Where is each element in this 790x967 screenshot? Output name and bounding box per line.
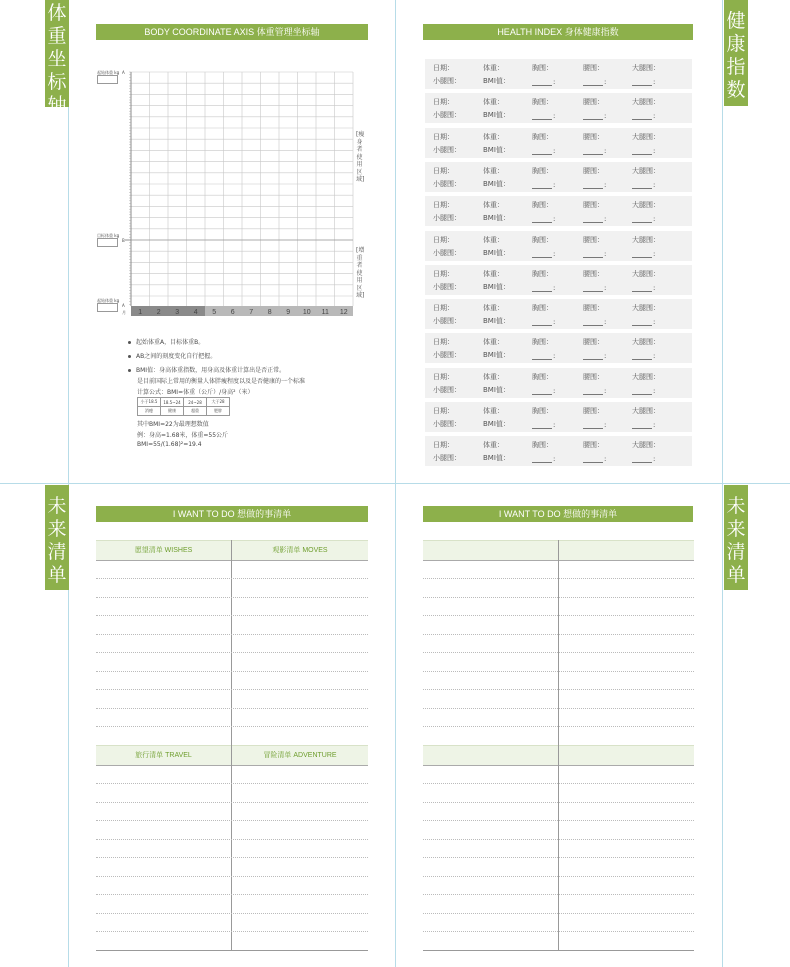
list-header-travel-adventure bbox=[96, 745, 368, 766]
bullet-dot bbox=[128, 369, 131, 372]
colon-mark: : bbox=[553, 249, 556, 258]
month-label: 3 bbox=[175, 309, 180, 316]
colon-mark: : bbox=[553, 180, 556, 189]
list-header-wishes-movies bbox=[96, 540, 368, 561]
page-title-health-index: HEALTH INDEX 身体健康指数 bbox=[423, 24, 693, 40]
month-label: 2 bbox=[156, 309, 161, 316]
health-field-label: 体重： bbox=[483, 407, 504, 415]
health-field-label: 胸围： bbox=[532, 407, 553, 415]
health-field-label: 腰围： bbox=[583, 372, 604, 381]
health-input-line[interactable] bbox=[532, 85, 552, 86]
colon-mark: : bbox=[553, 112, 556, 121]
colon-mark: : bbox=[553, 146, 556, 155]
bmi-result: BMI=55/(1.68)²=19.4 bbox=[137, 441, 202, 448]
list-entry-line[interactable] bbox=[96, 634, 368, 635]
colon-mark: : bbox=[604, 352, 607, 361]
colon-mark: : bbox=[604, 386, 607, 395]
bmi-ideal: 其中BMI=22为最理想数值 bbox=[137, 421, 209, 428]
health-field-label: 大腿围： bbox=[632, 98, 660, 107]
bmi-category: 肥胖 bbox=[207, 407, 230, 416]
colon-mark: : bbox=[653, 180, 656, 189]
health-record-row[interactable] bbox=[425, 265, 692, 295]
colon-mark: : bbox=[553, 318, 556, 327]
health-field-label: 小腿围： bbox=[433, 179, 461, 188]
health-field-label: 日期： bbox=[433, 132, 454, 141]
month-label: 4 bbox=[193, 309, 198, 316]
health-field-label: 胸围： bbox=[532, 98, 553, 107]
bmi-range: 大于28 bbox=[207, 398, 230, 407]
page-title-todo-left: I WANT TO DO 想做的事清单 bbox=[96, 506, 368, 522]
list-title-wishes: 愿望清单 WISHES bbox=[134, 547, 193, 554]
list-entry-line[interactable] bbox=[96, 802, 368, 803]
list-entry-line[interactable] bbox=[423, 708, 694, 709]
health-record-row[interactable] bbox=[425, 402, 692, 432]
list-entry-line[interactable] bbox=[423, 931, 694, 932]
health-field-label: 腰围： bbox=[583, 441, 604, 450]
list-entry-line[interactable] bbox=[423, 802, 694, 803]
health-input-line[interactable] bbox=[583, 119, 603, 120]
health-input-line[interactable] bbox=[632, 188, 652, 189]
tab-todo-left[interactable]: 未 来 清 单 bbox=[45, 485, 69, 590]
health-record-row[interactable] bbox=[425, 436, 692, 466]
colon-mark: : bbox=[604, 215, 607, 224]
health-field-label: BMI值： bbox=[483, 111, 510, 120]
month-label: 7 bbox=[249, 309, 254, 316]
bmi-formula: 计算公式：BMI=体重（公斤）/身高²（米） bbox=[137, 389, 254, 396]
bmi-range: 18.5~24 bbox=[161, 398, 184, 407]
colon-mark: : bbox=[553, 421, 556, 429]
list-title-movies: 观影清单 MOVES bbox=[272, 547, 328, 554]
colon-mark: : bbox=[653, 421, 656, 429]
health-field-label: BMI值： bbox=[483, 420, 510, 428]
health-input-line[interactable] bbox=[532, 188, 552, 189]
list-entry-line[interactable] bbox=[423, 689, 694, 690]
health-field-label: 日期： bbox=[433, 338, 454, 347]
health-field-label: 腰围： bbox=[583, 64, 604, 72]
health-field-label: 大腿围： bbox=[632, 441, 660, 450]
list-entry-line[interactable] bbox=[423, 652, 694, 653]
page-title-weight-chart: BODY COORDINATE AXIS 体重管理坐标轴 bbox=[96, 24, 368, 40]
list-entry-line[interactable] bbox=[96, 876, 368, 877]
list-entry-line[interactable] bbox=[96, 894, 368, 895]
colon-mark: : bbox=[604, 112, 607, 121]
bullet-dot bbox=[128, 355, 131, 358]
list-entry-line[interactable] bbox=[96, 931, 368, 932]
health-input-line[interactable] bbox=[632, 222, 652, 223]
page-title-todo-right: I WANT TO DO 想做的事清单 bbox=[423, 506, 693, 522]
colon-mark: : bbox=[653, 318, 656, 327]
colon-mark: : bbox=[553, 455, 556, 464]
colon-mark: : bbox=[553, 283, 556, 292]
bmi-desc: 是目前国际上常用的衡量人体胖瘦程度以及是否健康的一个标准 bbox=[137, 378, 306, 385]
list-entry-line[interactable] bbox=[96, 726, 368, 727]
health-input-line[interactable] bbox=[532, 291, 552, 292]
label-goal-weight: 目标体重 kg bbox=[97, 233, 120, 238]
month-label: 9 bbox=[286, 309, 291, 316]
label-start-weight: 起始体重 kg bbox=[97, 70, 120, 75]
health-field-label: 腰围： bbox=[583, 338, 604, 347]
health-field-label: 大腿围： bbox=[632, 372, 660, 381]
health-input-line[interactable] bbox=[632, 85, 652, 86]
colon-mark: : bbox=[604, 146, 607, 155]
health-input-line[interactable] bbox=[532, 222, 552, 223]
health-field-label: 体重： bbox=[483, 338, 504, 347]
health-field-label: 胸围： bbox=[532, 166, 553, 175]
health-field-label: 胸围： bbox=[532, 64, 553, 72]
list-entry-line[interactable] bbox=[423, 820, 694, 821]
health-field-label: 腰围： bbox=[583, 407, 604, 415]
colon-mark: : bbox=[604, 421, 607, 429]
health-record-row[interactable] bbox=[425, 93, 692, 123]
list-entry-line[interactable] bbox=[96, 689, 368, 690]
colon-mark: : bbox=[553, 215, 556, 224]
page-border-middle bbox=[0, 483, 790, 484]
list-entry-line[interactable] bbox=[423, 726, 694, 727]
list-entry-line[interactable] bbox=[96, 652, 368, 653]
health-input-line[interactable] bbox=[632, 394, 652, 395]
health-field-label: 体重： bbox=[483, 269, 504, 278]
health-record-row[interactable] bbox=[425, 59, 692, 89]
colon-mark: : bbox=[553, 352, 556, 361]
health-field-label: 小腿围： bbox=[433, 385, 461, 394]
health-record-row[interactable] bbox=[425, 162, 692, 192]
tab-health-index[interactable]: 健 康 指 数 bbox=[724, 0, 748, 106]
health-field-label: 小腿围： bbox=[433, 248, 461, 257]
health-field-label: 体重： bbox=[483, 372, 504, 381]
health-field-label: 胸围： bbox=[532, 304, 553, 313]
label-init-weight: 起始体重 kg bbox=[97, 298, 120, 303]
health-field-label: 大腿围： bbox=[632, 166, 660, 175]
health-field-label: 体重： bbox=[483, 304, 504, 313]
health-field-label: 日期： bbox=[433, 98, 454, 107]
list-bottom-line bbox=[423, 950, 694, 951]
health-field-label: 日期： bbox=[433, 64, 454, 72]
list-entry-line[interactable] bbox=[96, 597, 368, 598]
health-record-row[interactable] bbox=[425, 196, 692, 226]
list-entry-line[interactable] bbox=[423, 615, 694, 616]
health-input-line[interactable] bbox=[583, 394, 603, 395]
health-input-line[interactable] bbox=[583, 428, 603, 429]
list-entry-line[interactable] bbox=[423, 876, 694, 877]
bullet-dot bbox=[128, 341, 131, 344]
health-record-row[interactable] bbox=[425, 333, 692, 363]
list-entry-line[interactable] bbox=[423, 578, 694, 579]
note-3: BMI值：身高体重指数，用身高及体重计算出是否正常。 bbox=[128, 365, 285, 374]
health-field-label: 小腿围： bbox=[433, 351, 461, 360]
tab-weight-chart[interactable]: 体 重 坐 标 轴 bbox=[45, 0, 69, 107]
health-field-label: BMI值： bbox=[483, 351, 510, 360]
note-2: AB之间的刻度变化自行把握。 bbox=[128, 351, 216, 360]
health-input-line[interactable] bbox=[632, 257, 652, 258]
health-field-label: 大腿围： bbox=[632, 304, 660, 313]
bmi-example: 例：身高=1.68米，体重=55公斤 bbox=[137, 432, 229, 439]
note-lower-region: [增重者使用区域] bbox=[356, 247, 365, 299]
colon-mark: : bbox=[604, 283, 607, 292]
point-a-top: A bbox=[122, 70, 125, 75]
list-entry-line[interactable] bbox=[423, 839, 694, 840]
month-label: 6 bbox=[230, 309, 235, 316]
health-field-label: 体重： bbox=[483, 441, 504, 450]
health-field-label: 胸围： bbox=[532, 441, 553, 450]
health-input-line[interactable] bbox=[583, 257, 603, 258]
list-bottom-line bbox=[96, 950, 368, 951]
month-label: 11 bbox=[321, 309, 329, 316]
health-record-row[interactable] bbox=[425, 368, 692, 398]
colon-mark: : bbox=[604, 180, 607, 189]
health-input-line[interactable] bbox=[632, 325, 652, 326]
health-input-line[interactable] bbox=[583, 85, 603, 86]
month-label: 1 bbox=[138, 309, 143, 316]
colon-mark: : bbox=[604, 249, 607, 258]
health-field-label: 大腿围： bbox=[632, 64, 660, 72]
colon-mark: : bbox=[604, 78, 607, 86]
health-field-label: 胸围： bbox=[532, 132, 553, 141]
point-a-bottom: A bbox=[122, 303, 125, 308]
list-entry-line[interactable] bbox=[96, 671, 368, 672]
health-field-label: 日期： bbox=[433, 407, 454, 415]
health-field-label: 体重： bbox=[483, 166, 504, 175]
health-field-label: 日期： bbox=[433, 235, 454, 244]
health-field-label: BMI值： bbox=[483, 317, 510, 326]
health-field-label: 胸围： bbox=[532, 235, 553, 244]
list-entry-line[interactable] bbox=[96, 913, 368, 914]
health-field-label: 腰围： bbox=[583, 269, 604, 278]
health-input-line[interactable] bbox=[532, 428, 552, 429]
health-input-line[interactable] bbox=[532, 257, 552, 258]
colon-mark: : bbox=[653, 249, 656, 258]
list-title-adventure: 冒险清单 ADVENTURE bbox=[263, 752, 337, 759]
month-label: 10 bbox=[302, 309, 311, 316]
health-field-label: 腰围： bbox=[583, 304, 604, 313]
health-input-line[interactable] bbox=[532, 462, 552, 463]
list-entry-line[interactable] bbox=[423, 894, 694, 895]
note-1: 起始体重A，目标体重B。 bbox=[128, 337, 204, 346]
note-upper-region: [瘦身者使用区域] bbox=[356, 131, 365, 183]
health-field-label: BMI值： bbox=[483, 248, 510, 257]
health-input-line[interactable] bbox=[632, 119, 652, 120]
month-label: 8 bbox=[267, 309, 272, 316]
health-field-label: 胸围： bbox=[532, 269, 553, 278]
health-field-label: 大腿围： bbox=[632, 201, 660, 210]
month-axis-label: 月 bbox=[122, 310, 126, 315]
list-entry-line[interactable] bbox=[423, 671, 694, 672]
health-field-label: 腰围： bbox=[583, 132, 604, 141]
health-record-row[interactable] bbox=[425, 128, 692, 158]
health-input-line[interactable] bbox=[632, 428, 652, 429]
bmi-category: 超重 bbox=[184, 407, 207, 416]
health-field-label: 小腿围： bbox=[433, 454, 461, 463]
colon-mark: : bbox=[604, 318, 607, 327]
bmi-category: 消瘦 bbox=[138, 407, 161, 416]
health-field-label: 小腿围： bbox=[433, 214, 461, 223]
list-entry-line[interactable] bbox=[96, 839, 368, 840]
colon-mark: : bbox=[653, 455, 656, 464]
list-entry-line[interactable] bbox=[423, 857, 694, 858]
health-field-label: 腰围： bbox=[583, 201, 604, 210]
health-field-label: 大腿围： bbox=[632, 235, 660, 244]
colon-mark: : bbox=[653, 146, 656, 155]
health-field-label: 小腿围： bbox=[433, 111, 461, 120]
health-input-line[interactable] bbox=[532, 359, 552, 360]
health-input-line[interactable] bbox=[583, 462, 603, 463]
list-column-divider-right bbox=[558, 540, 559, 950]
colon-mark: : bbox=[553, 386, 556, 395]
list-entry-line[interactable] bbox=[96, 615, 368, 616]
health-field-label: BMI值： bbox=[483, 77, 510, 85]
health-field-label: 体重： bbox=[483, 201, 504, 210]
health-field-label: 日期： bbox=[433, 201, 454, 210]
list-entry-line[interactable] bbox=[96, 578, 368, 579]
health-field-label: BMI值： bbox=[483, 385, 510, 394]
list-entry-line[interactable] bbox=[423, 634, 694, 635]
health-field-label: 日期： bbox=[433, 441, 454, 450]
health-field-label: 大腿围： bbox=[632, 338, 660, 347]
colon-mark: : bbox=[653, 386, 656, 395]
list-entry-line[interactable] bbox=[96, 857, 368, 858]
health-field-label: 小腿围： bbox=[433, 145, 461, 154]
list-entry-line[interactable] bbox=[423, 913, 694, 914]
health-record-row[interactable] bbox=[425, 299, 692, 329]
health-field-label: 日期： bbox=[433, 166, 454, 175]
health-field-label: 体重： bbox=[483, 132, 504, 141]
list-entry-line[interactable] bbox=[423, 783, 694, 784]
health-input-line[interactable] bbox=[532, 154, 552, 155]
health-field-label: 胸围： bbox=[532, 338, 553, 347]
health-input-line[interactable] bbox=[583, 291, 603, 292]
health-input-line[interactable] bbox=[583, 154, 603, 155]
list-entry-line[interactable] bbox=[96, 708, 368, 709]
health-field-label: BMI值： bbox=[483, 454, 510, 463]
health-field-label: 日期： bbox=[433, 304, 454, 313]
health-field-label: 胸围： bbox=[532, 372, 553, 381]
health-field-label: 小腿围： bbox=[433, 77, 461, 85]
health-field-label: BMI值： bbox=[483, 179, 510, 188]
health-field-label: 大腿围： bbox=[632, 407, 660, 415]
health-field-label: 体重： bbox=[483, 98, 504, 107]
health-input-line[interactable] bbox=[532, 119, 552, 120]
colon-mark: : bbox=[604, 455, 607, 464]
health-field-label: BMI值： bbox=[483, 214, 510, 223]
month-label: 5 bbox=[212, 309, 217, 316]
colon-mark: : bbox=[653, 215, 656, 224]
health-input-line[interactable] bbox=[583, 325, 603, 326]
tab-todo-right[interactable]: 未 来 清 单 bbox=[724, 485, 748, 590]
health-input-line[interactable] bbox=[583, 222, 603, 223]
list-entry-line[interactable] bbox=[96, 783, 368, 784]
health-field-label: 大腿围： bbox=[632, 132, 660, 141]
health-input-line[interactable] bbox=[632, 291, 652, 292]
health-input-line[interactable] bbox=[532, 325, 552, 326]
weight-grid[interactable] bbox=[95, 62, 365, 322]
health-field-label: 日期： bbox=[433, 372, 454, 381]
colon-mark: : bbox=[653, 283, 656, 292]
health-input-line[interactable] bbox=[583, 359, 603, 360]
health-field-label: 体重： bbox=[483, 235, 504, 244]
health-field-label: 小腿围： bbox=[433, 282, 461, 291]
colon-mark: : bbox=[653, 112, 656, 121]
health-field-label: 胸围： bbox=[532, 201, 553, 210]
health-field-label: 大腿围： bbox=[632, 269, 660, 278]
health-field-label: 日期： bbox=[433, 269, 454, 278]
colon-mark: : bbox=[653, 78, 656, 86]
health-input-line[interactable] bbox=[583, 188, 603, 189]
health-input-line[interactable] bbox=[632, 154, 652, 155]
health-field-label: 腰围： bbox=[583, 235, 604, 244]
health-field-label: 小腿围： bbox=[433, 317, 461, 326]
list-entry-line[interactable] bbox=[96, 820, 368, 821]
list-title-travel: 旅行清单 TRAVEL bbox=[135, 752, 192, 759]
list-entry-line[interactable] bbox=[423, 597, 694, 598]
health-field-label: 腰围： bbox=[583, 98, 604, 107]
bmi-range: 24~28 bbox=[184, 398, 207, 407]
colon-mark: : bbox=[653, 352, 656, 361]
health-field-label: BMI值： bbox=[483, 282, 510, 291]
month-label: 12 bbox=[339, 309, 348, 316]
health-field-label: 体重： bbox=[483, 64, 504, 72]
bmi-category: 健康 bbox=[161, 407, 184, 416]
health-field-label: BMI值： bbox=[483, 145, 510, 154]
bmi-table bbox=[137, 397, 230, 416]
health-record-row[interactable] bbox=[425, 231, 692, 261]
health-field-label: 腰围： bbox=[583, 166, 604, 175]
health-input-line[interactable] bbox=[632, 462, 652, 463]
list-column-divider-left bbox=[231, 540, 232, 950]
health-input-line[interactable] bbox=[632, 359, 652, 360]
point-b: B bbox=[122, 238, 125, 243]
bmi-range: 小于18.5 bbox=[138, 398, 161, 407]
health-field-label: 小腿围： bbox=[433, 420, 461, 428]
colon-mark: : bbox=[553, 78, 556, 86]
health-input-line[interactable] bbox=[532, 394, 552, 395]
